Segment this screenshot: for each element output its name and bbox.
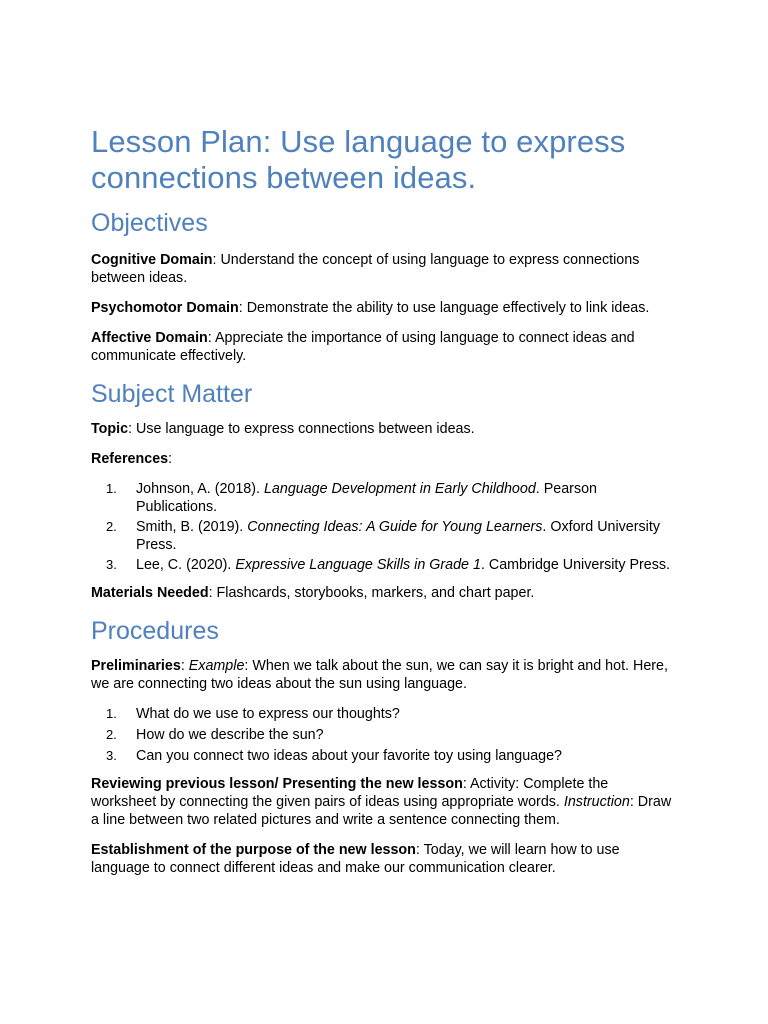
purpose-paragraph: [91, 841, 676, 877]
list-number: 2.: [106, 519, 117, 534]
materials-text: : Flashcards, storybooks, markers, and chart paper.: [208, 585, 535, 601]
list-number: 2.: [106, 727, 117, 742]
purpose-label: Establishment of the purpose of the new lesson: [91, 842, 416, 858]
preliminaries-paragraph: [91, 657, 676, 693]
objective-psychomotor: [91, 299, 676, 317]
review-instruction: Instruction: [563, 794, 630, 810]
list-number: 1.: [106, 481, 117, 496]
reference-author: Johnson, A. (2018).: [136, 481, 264, 497]
preliminaries-label: Preliminaries: [91, 658, 181, 674]
objective-label: Cognitive Domain: [91, 252, 213, 268]
reference-title: Expressive Language Skills in Grade 1: [235, 557, 481, 573]
objectives-heading: Objectives: [91, 209, 208, 237]
topic-paragraph: [91, 420, 676, 438]
objective-affective: [91, 329, 676, 365]
procedures-heading: Procedures: [91, 617, 219, 645]
references-colon: :: [168, 451, 173, 467]
reference-author: Smith, B. (2019).: [136, 519, 248, 535]
question-text: Can you connect two ideas about your favorite toy using language?: [136, 748, 563, 764]
list-item: [91, 705, 676, 723]
reference-author: Lee, C. (2020).: [136, 557, 236, 573]
preliminaries-text: : When we talk about the sun, we can say it is bright and hot. Here, we are connecting two ideas about the sun using language.: [91, 658, 668, 692]
preliminaries-sep: :: [180, 658, 189, 674]
objective-cognitive: [91, 251, 676, 287]
materials-label: Materials Needed: [91, 585, 209, 601]
preliminaries-example: Example: [188, 658, 245, 674]
reference-publisher: . Oxford University Press.: [136, 519, 660, 553]
list-item: [91, 518, 676, 554]
reference-title: Language Development in Early Childhood: [263, 481, 536, 497]
objective-text: : Demonstrate the ability to use language effectively to link ideas.: [238, 300, 650, 316]
objective-text: : Appreciate the importance of using language to connect ideas and communicate effectively.: [91, 330, 635, 364]
review-text: : Activity: Complete the worksheet by connecting the given pairs of ideas using appropriate words.: [91, 776, 609, 810]
materials-paragraph: [91, 584, 676, 602]
purpose-text: : Today, we will learn how to use language to connect different ideas and make our communication clearer.: [91, 842, 620, 876]
reference-title: Connecting Ideas: A Guide for Young Learners: [247, 519, 543, 535]
review-label: Reviewing previous lesson/ Presenting the new lesson: [91, 776, 463, 792]
topic-text: : Use language to express connections between ideas.: [128, 421, 475, 437]
objective-text: : Understand the concept of using language to express connections between ideas.: [91, 252, 640, 286]
topic-label: Topic: [91, 421, 129, 437]
review-paragraph: [91, 775, 676, 829]
subject-matter-heading: Subject Matter: [91, 380, 253, 408]
review-text-2: : Draw a line between two related pictures and write a sentence connecting them.: [91, 794, 672, 828]
reference-publisher: . Cambridge University Press.: [480, 557, 671, 573]
list-item: [91, 747, 676, 765]
references-list: [91, 480, 676, 574]
list-number: 3.: [106, 748, 117, 763]
list-number: 3.: [106, 557, 117, 572]
references-label-paragraph: [91, 450, 676, 468]
list-item: [91, 480, 676, 516]
list-item: [91, 556, 676, 574]
page-title: Lesson Plan: Use language to express connections between ideas.: [91, 124, 626, 195]
question-text: What do we use to express our thoughts?: [136, 706, 400, 722]
references-label: References: [91, 451, 169, 467]
objective-label: Psychomotor Domain: [91, 300, 239, 316]
list-item: [91, 726, 676, 744]
question-text: How do we describe the sun?: [136, 727, 324, 743]
reference-publisher: . Pearson Publications.: [136, 481, 597, 515]
questions-list: [91, 705, 676, 765]
objective-label: Affective Domain: [91, 330, 208, 346]
list-number: 1.: [106, 706, 117, 721]
